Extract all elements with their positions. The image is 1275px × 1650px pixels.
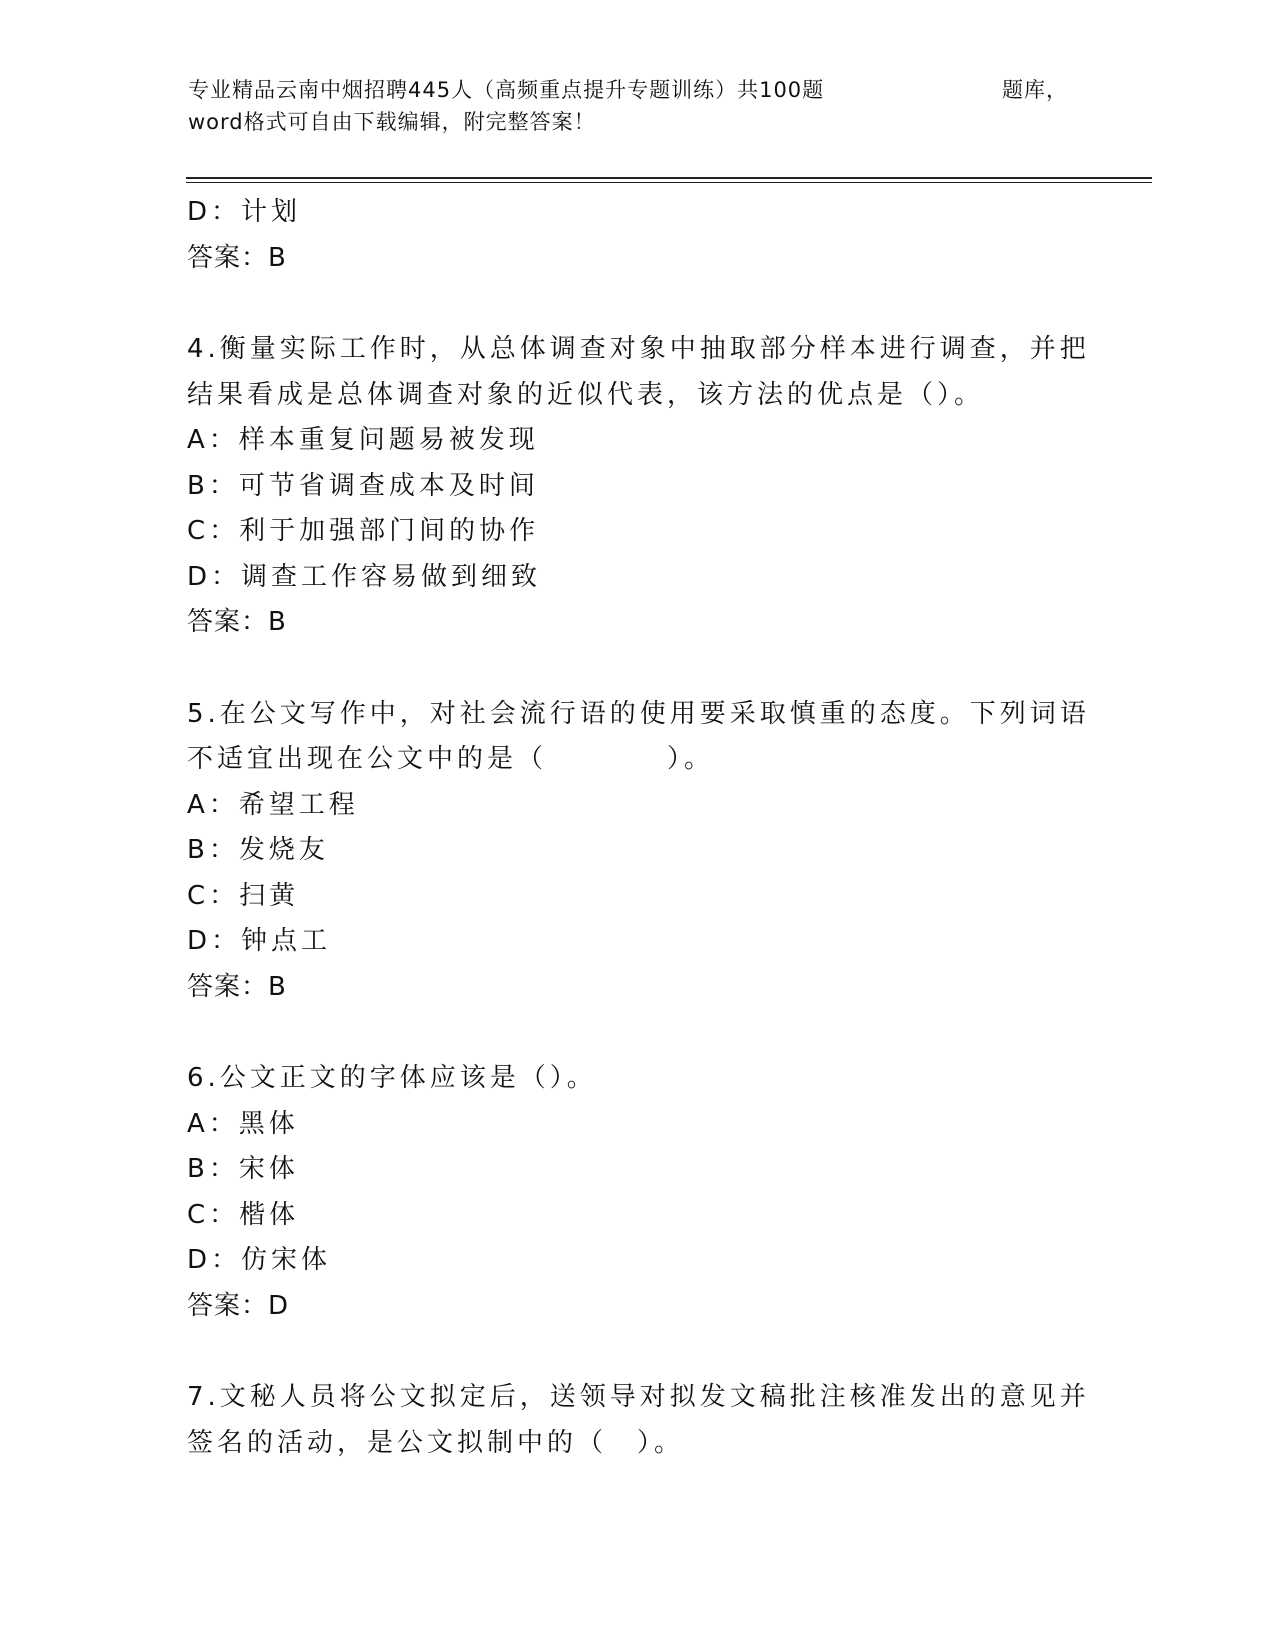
spacer xyxy=(187,1010,1087,1056)
spacer xyxy=(187,281,1087,327)
spacer xyxy=(187,1329,1087,1375)
question-4 xyxy=(187,327,1090,646)
option-b: B：发烧友 xyxy=(187,835,329,865)
question-7 xyxy=(187,1375,1090,1466)
header-title: 专业精品云南中烟招聘445人（高频重点提升专题训练）共100题 xyxy=(188,78,825,102)
option-b: B：可节省调查成本及时间 xyxy=(187,470,539,501)
option-a: A：样本重复问题易被发现 xyxy=(187,425,539,455)
header-divider-thick xyxy=(186,177,1152,179)
option-c: C：利于加强部门间的协作 xyxy=(187,516,540,546)
question-stem: 6.公文正文的字体应该是（）。 xyxy=(187,1063,597,1093)
header-title-suffix: 题库， xyxy=(1002,78,1068,102)
option-d: D：仿宋体 xyxy=(187,1245,332,1275)
option-a: A：黑体 xyxy=(187,1108,299,1139)
answer-line: 答案：B xyxy=(187,607,287,637)
question-stem: 7.文秘人员将公文拟定后，送领导对拟发文稿批注核准发出的意见并 xyxy=(187,1382,1090,1412)
header-divider-thin xyxy=(186,182,1152,183)
option-c: C：扫黄 xyxy=(187,880,300,911)
question-stem: 结果看成是总体调查对象的近似代表，该方法的优点是（）。 xyxy=(187,379,985,410)
option-b: B：宋体 xyxy=(187,1154,299,1184)
spacer xyxy=(187,646,1087,692)
answer-line: 答案：D xyxy=(187,1290,290,1321)
option-d: D：调查工作容易做到细致 xyxy=(187,561,542,592)
question-stem: 签名的活动，是公文拟制中的（ ）。 xyxy=(187,1427,685,1458)
option-d: D：计划 xyxy=(187,197,302,227)
header-subtitle: word格式可自由下载编辑，附完整答案！ xyxy=(188,110,596,134)
question-5 xyxy=(187,692,1090,1011)
question-stem: 5.在公文写作中，对社会流行语的使用要采取慎重的态度。下列词语 xyxy=(187,698,1090,729)
question-stem: 4.衡量实际工作时，从总体调查对象中抽取部分样本进行调查，并把 xyxy=(187,334,1090,364)
option-c: C：楷体 xyxy=(187,1199,300,1230)
option-d: D：钟点工 xyxy=(187,926,332,956)
answer-line: 答案：B xyxy=(187,971,287,1002)
header-title-line xyxy=(188,74,1068,106)
question-stem: 不适宜出现在公文中的是（ ）。 xyxy=(187,744,715,774)
page-header xyxy=(188,74,1068,138)
question-6 xyxy=(187,1056,1087,1329)
question-list xyxy=(187,190,1090,1466)
option-a: A：希望工程 xyxy=(187,789,359,820)
answer-line: 答案：B xyxy=(187,242,287,273)
